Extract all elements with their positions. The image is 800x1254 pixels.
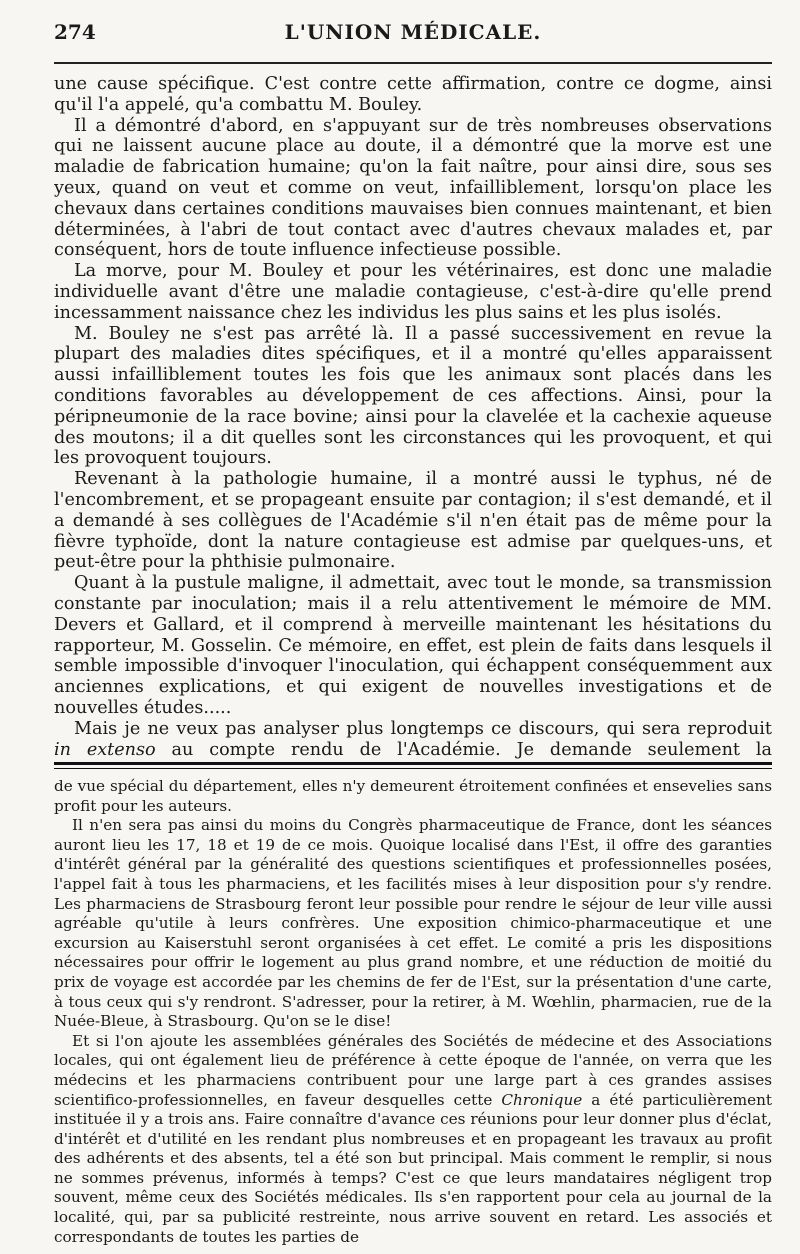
main-paragraph: M. Bouley ne s'est pas arrêté là. Il a passé successivement en revue la plupart des maladies dites spécifiques, et il a montré qu'elles apparaissent aussi infailliblement toutes les fois que les animaux sont placés dans les conditions favorables au développement de ces affections. Ainsi, pour la péripneumonie de la race bovine; ainsi pour la clavelée et la cachexie aqueuse des moutons; il a dit quelles sont les circonstances qui les provoquent, et qui les provoquent toujours. [54,323,772,469]
main-paragraph: une cause spécifique. C'est contre cette affirmation, contre ce dogme, ainsi qu'il l'a appelé, qu'a combattu M. Bouley. [54,74,772,115]
main-paragraph: Il a démontré d'abord, en s'appuyant sur de très nombreuses observations qui ne laissent aucune place au doute, il a démontré que la morve est une maladie de fabrication humaine; qu'on la fait naître, pour ainsi dire, sous ses yeux, quand on veut et comme on veut, infailliblement, lorsqu'on place les chevaux dans certaines conditions mauvaises bien connues maintenant, et bien déterminées, à l'abri de tout contact avec d'autres chevaux malades et, par conséquent, hors de toute influence infectieuse possible. [54,115,772,261]
feuilleton-paragraph-last [54,1032,772,1247]
italic-run: Chronique [501,1090,583,1109]
main-paragraph-last [54,719,772,760]
feuilleton-paragraph: Il n'en sera pas ainsi du moins du Congrès pharmaceutique de France, dont les séances auront lieu les 17, 18 et 19 de ce mois. Quoique localisé dans l'Est, il offre des garanties d'intérêt général par la généralité des questions scientifiques et professionnelles posées, l'appel fait à tous les pharmaciens, et les facilités mises à leur disposition pour s'y rendre. Les pharmaciens de Strasbourg feront leur possible pour rendre le séjour de leur ville aussi agréable qu'utile à leurs confrères. Une exposition chimico-pharmaceutique et une excursion au Kaiserstuhl seront organisées à cet effet. Le comité a pris les dispositions nécessaires pour offrir le logement au plus grand nombre, et une réduction de moitié du prix de voyage est accordée par les chemins de fer de l'Est, sur la présentation d'une carte, à tous ceux qui s'y rendront. S'adresser, pour la retirer, à M. Wœhlin, pharmacien, rue de la Nuée-Bleue, à Strasbourg. Qu'on se le dise! [54,816,772,1031]
running-title: L'UNION MÉDICALE. [284,20,542,44]
feuilleton-paragraph: de vue spécial du département, elles n'y demeurent étroitement confinées et ensevelies sans profit pour les auteurs. [54,777,772,815]
text-run: Mais je ne veux pas analyser plus longtemps ce discours, qui sera reproduit [74,718,772,739]
feuilleton-separator [54,762,772,769]
page-header [54,14,772,50]
feuilleton-section [54,777,772,1247]
main-paragraph: La morve, pour M. Bouley et pour les vétérinaires, est donc une maladie individuelle avant d'être une maladie contagieuse, c'est-à-dire qu'elle prend incessamment naissance chez les individus les plus sains et les plus isolés. [54,261,772,323]
text-run: Et si l'on ajoute les assemblées générales des Sociétés de médecine et des Associations locales, qui ont également lieu de préférence à cette époque de l'année, on verra que les médecins et les pharmaciens contribuent pour une large part à ces grandes assises scientifico-professionnelles, en faveur desquelles cette [54,1031,772,1109]
header-rule [54,62,772,64]
page-number: 274 [54,20,96,44]
main-paragraph: Quant à la pustule maligne, il admettait, avec tout le monde, sa transmission constante par inoculation; mais il a relu attentivement le mémoire de MM. Devers et Gallard, et il comprend à merveille maintenant les hésitations du rapporteur, M. Gosselin. Ce mémoire, en effet, est plein de faits dans lesquels il semble impossible d'invoquer l'inoculation, qui échappent conséquemment aux anciennes explications, et qui exigent de nouvelles investigations et de nouvelles études..... [54,573,772,718]
italic-run: in extenso [54,739,156,760]
text-run: au compte rendu de l'Académie. Je demande seulement la [171,739,772,760]
text-run: a été particulièrement instituée il y a trois ans. Faire connaître d'avance ces réunions pour leur donner plus d'éclat, d'intérêt et d'utilité en les rendant plus nombreuses et en propageant les travaux au profit des adhérents et des absents, tel a été son but principal. Mais comment le remplir, si nous ne sommes prévenus, informés à temps? C'est ce que leurs mandataires négligent trop souvent, même ceux des Sociétés médicales. Ils s'en rapportent pour cela au journal de la localité, qui, par sa publicité restreinte, nous arrive souvent en retard. Les associés et correspondants de toutes les parties de [54,1090,772,1246]
main-article [54,74,772,760]
main-paragraph: Revenant à la pathologie humaine, il a montré aussi le typhus, né de l'encombrement, et se propageant ensuite par contagion; il s'est demandé, et il a demandé à ses collègues de l'Académie s'il n'en était pas de même pour la fièvre typhoïde, dont la nature contagieuse est admise par quelques-uns, et peut-être pour la phthisie pulmonaire. [54,469,772,573]
